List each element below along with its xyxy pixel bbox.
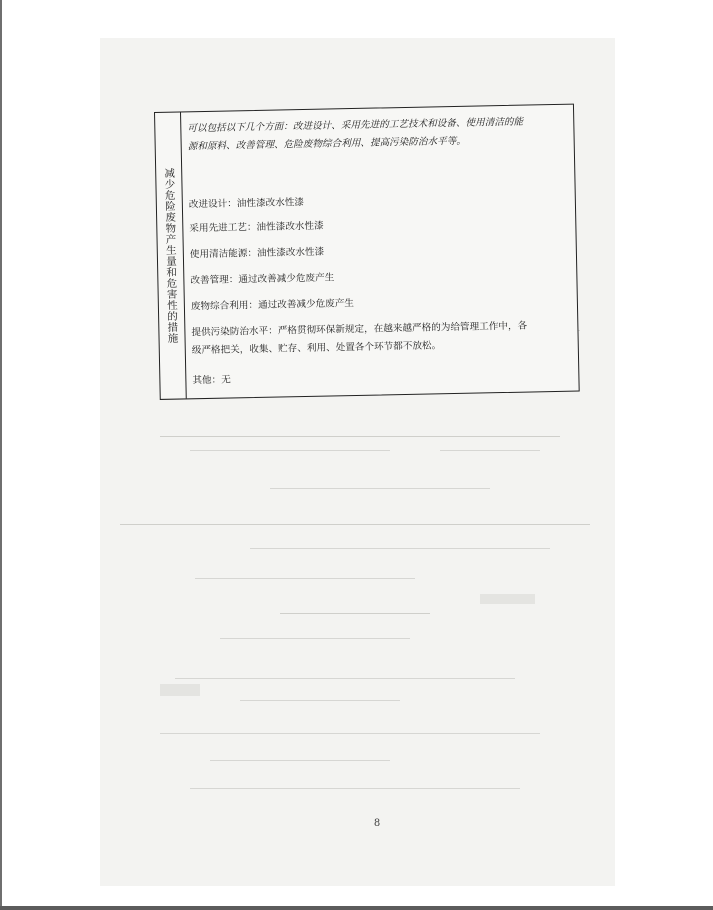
measures-table <box>154 104 580 400</box>
table-frame <box>154 104 580 400</box>
left-border-rule <box>0 0 2 910</box>
measure-item: 采用先进工艺：油性漆改水性漆 <box>189 220 324 235</box>
pollution-line: 提供污染防治水平：严格贯彻环保新规定，在越来越严格的为给管理工作中，各 <box>191 320 528 339</box>
bleed-through-mark <box>280 613 430 614</box>
bleed-through-mark <box>160 436 560 437</box>
bleed-through-mark <box>220 638 410 639</box>
bleed-through-mark <box>195 578 415 579</box>
bleed-through-mark <box>175 678 515 679</box>
measure-item: 改进设计：油性漆改水性漆 <box>188 197 305 211</box>
content-cell <box>181 105 579 399</box>
bleed-through-mark <box>270 488 490 489</box>
measure-item: 使用清洁能源：油性漆改水性漆 <box>189 246 325 261</box>
page-number: 8 <box>373 818 381 829</box>
bleed-through-mark <box>190 450 390 451</box>
bleed-through-smudge <box>480 594 535 604</box>
measure-item: 废物综合利用：通过改善减少危废产生 <box>190 298 355 313</box>
bottom-border-rule <box>0 906 713 910</box>
bleed-through-smudge <box>160 684 200 696</box>
measure-item: 改善管理：通过改善减少危废产生 <box>190 272 335 287</box>
bleed-through-mark <box>120 524 590 525</box>
bleed-through-mark <box>250 548 550 549</box>
bleed-through-mark <box>190 788 520 789</box>
intro-line: 源和原料、改善管理、危险废物综合利用、提高污染防治水平等。 <box>187 135 466 153</box>
bleed-through-mark <box>160 733 540 734</box>
row-label: 减少危险废物产生量和危害性的措施 <box>163 167 179 344</box>
bleed-through-mark <box>210 760 390 761</box>
pollution-line: 级严格把关，收集、贮存、利用、处置各个环节都不放松。 <box>191 340 442 357</box>
intro-line: 可以包括以下几个方面：改进设计、采用先进的工艺技术和设备、使用清洁的能 <box>187 116 524 135</box>
bleed-through-mark <box>440 450 540 451</box>
other-item: 其他：无 <box>192 374 231 387</box>
bleed-through-mark <box>240 700 400 701</box>
